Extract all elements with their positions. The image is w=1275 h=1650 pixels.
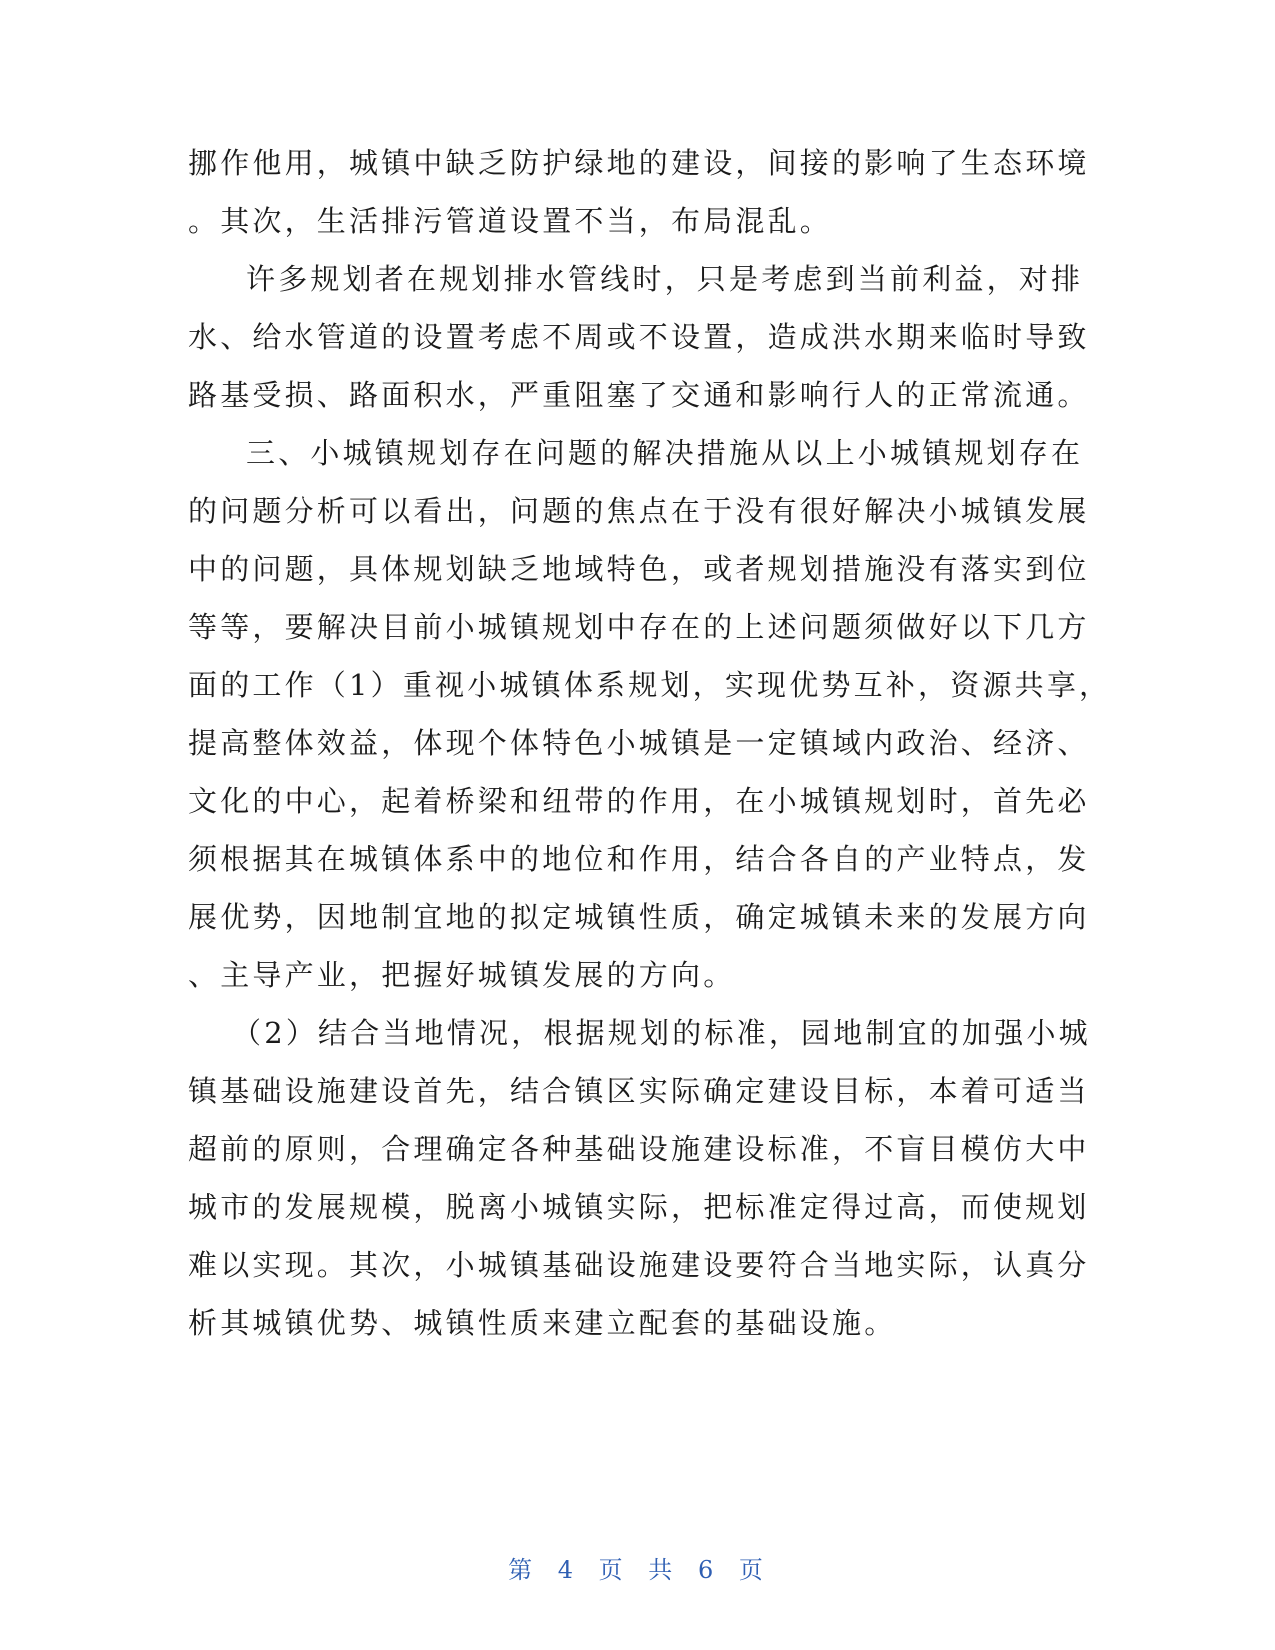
- body-line: 水、给水管道的设置考虑不周或不设置，造成洪水期来临时导致: [188, 320, 1090, 354]
- body-line: 许多规划者在规划排水管线时，只是考虑到当前利益，对排: [246, 262, 1084, 296]
- body-line: 三、小城镇规划存在问题的解决措施从以上小城镇规划存在: [246, 436, 1084, 470]
- body-line: 超前的原则，合理确定各种基础设施建设标准，不盲目模仿大中: [188, 1132, 1090, 1166]
- body-line: 文化的中心，起着桥梁和纽带的作用，在小城镇规划时，首先必: [188, 784, 1090, 818]
- body-line: 镇基础设施建设首先，结合镇区实际确定建设目标，本着可适当: [188, 1074, 1090, 1108]
- page-number-footer: 第 4 页 共 6 页: [508, 1556, 767, 1584]
- body-line: 面的工作（1）重视小城镇体系规划，实现优势互补，资源共享，: [188, 668, 1112, 702]
- body-line: （2）结合当地情况，根据规划的标准，园地制宜的加强小城: [232, 1016, 1091, 1050]
- body-line: 、主导产业，把握好城镇发展的方向。: [188, 958, 736, 992]
- body-line: 城市的发展规模，脱离小城镇实际，把标准定得过高，而使规划: [188, 1190, 1090, 1224]
- body-line: 中的问题，具体规划缺乏地域特色，或者规划措施没有落实到位: [188, 552, 1090, 586]
- body-line: 。其次，生活排污管道设置不当，布局混乱。: [188, 204, 833, 238]
- body-line: 提高整体效益，体现个体特色小城镇是一定镇域内政治、经济、: [188, 726, 1090, 760]
- body-line: 等等，要解决目前小城镇规划中存在的上述问题须做好以下几方: [188, 610, 1090, 644]
- body-line: 的问题分析可以看出，问题的焦点在于没有很好解决小城镇发展: [188, 494, 1090, 528]
- body-line: 挪作他用，城镇中缺乏防护绿地的建设，间接的影响了生态环境: [188, 146, 1090, 180]
- body-line: 须根据其在城镇体系中的地位和作用，结合各自的产业特点，发: [188, 842, 1090, 876]
- body-line: 展优势，因地制宜地的拟定城镇性质，确定城镇未来的发展方向: [188, 900, 1090, 934]
- body-line: 析其城镇优势、城镇性质来建立配套的基础设施。: [188, 1306, 897, 1340]
- body-line: 路基受损、路面积水，严重阻塞了交通和影响行人的正常流通。: [188, 378, 1090, 412]
- body-line: 难以实现。其次，小城镇基础设施建设要符合当地实际，认真分: [188, 1248, 1090, 1282]
